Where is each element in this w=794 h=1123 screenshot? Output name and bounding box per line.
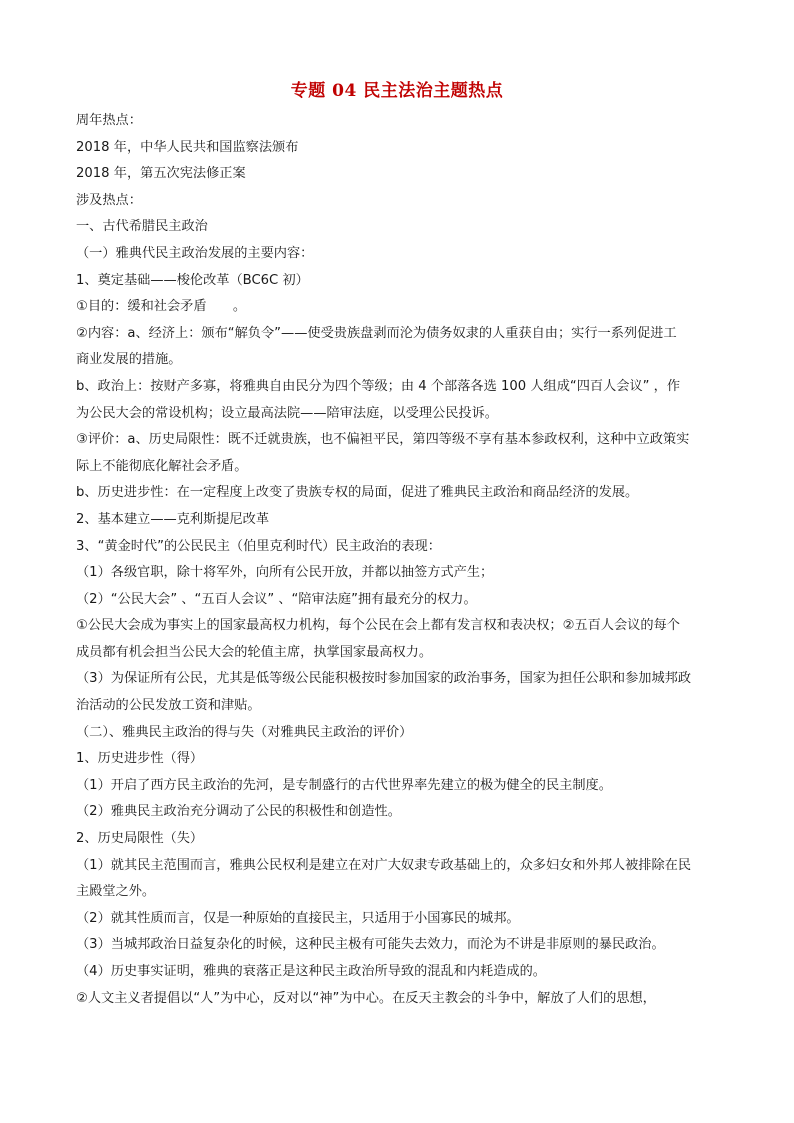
document-body [76,108,726,1012]
text-line: （3）当城邦政治日益复杂化的时候，这种民主极有可能失去效力，而沦为不讲是非原则的暴民政治。 [76,937,665,953]
text-line: ②人文主义者提倡以“人”为中心，反对以“神”为中心。在反天主教会的斗争中，解放了人们的思想， [76,990,656,1006]
text-line: 周年热点： [76,113,142,128]
text-line: 一、古代希腊民主政治 [76,219,208,235]
text-line: （2）“公民大会” 、“五百人会议” 、“陪审法庭”拥有最充分的权力。 [76,591,477,607]
text-line: 3、“黄金时代”的公民民主（伯里克利时代）民主政治的表现： [76,538,441,554]
text-line: 际上不能彻底化解社会矛盾。 [76,458,248,474]
text-line: （1）各级官职，除十将军外，向所有公民开放，并都以抽签方式产生； [76,565,494,581]
page-title: 专题 04 民主法治主题热点 [290,81,504,101]
text-line: （3）为保证所有公民，尤其是低等级公民能积极按时参加国家的政治事务，国家为担任公职和参加城邦政 [76,671,692,687]
text-line: b、政治上：按财产多寡，将雅典自由民分为四个等级；由 4 个部落各选 100 人组成“四百人会议” ，作 [76,378,681,394]
text-line: ①公民大会成为事实上的国家最高权力机构，每个公民在会上都有发言权和表决权；②五百人会议的每个 [76,618,680,634]
text-line: 治活动的公民发放工资和津贴。 [76,698,261,714]
text-line: 2、基本建立——克利斯提尼改革 [76,511,270,527]
text-line: 2018 年，中华人民共和国监察法颁布 [76,139,299,155]
text-line: b、历史进步性：在一定程度上改变了贵族专权的局面，促进了雅典民主政治和商品经济的发展。 [76,485,639,501]
text-line: （2）雅典民主政治充分调动了公民的积极性和创造性。 [76,804,401,820]
text-line: （一）雅典代民主政治发展的主要内容： [76,245,314,261]
text-line: 成员都有机会担当公民大会的轮值主席，执掌国家最高权力。 [76,644,433,660]
text-line: 1、奠定基础——梭伦改革（BC6C 初） [76,272,309,288]
text-line: 商业发展的措施。 [76,352,182,368]
text-line: （2）就其性质而言，仅是一种原始的直接民主，只适用于小国寡民的城邦。 [76,910,520,926]
text-line: 1、历史进步性（得） [76,751,204,767]
text-line: ③评价：a、历史局限性：既不迁就贵族，也不偏袒平民，第四等级不享有基本参政权利，这种中立政策实 [76,432,690,448]
text-line: 2018 年，第五次宪法修正案 [76,166,246,182]
text-line: ②内容：a、经济上：颁布“解负令”——使受贵族盘剥而沦为债务奴隶的人重获自由；实行一系列促进工 [76,325,677,341]
text-line: 2、历史局限性（失） [76,831,204,847]
text-line: （1）就其民主范围而言，雅典公民权利是建立在对广大奴隶专政基础上的，众多妇女和外邦人被排除在民 [76,857,692,873]
text-line: 涉及热点： [76,192,142,208]
text-line: 主殿堂之外。 [76,884,156,900]
text-line: ①目的：缓和社会矛盾 。 [76,299,247,315]
text-line: （1）开启了西方民主政治的先河，是专制盛行的古代世界率先建立的极为健全的民主制度。 [76,777,612,793]
text-line: （二）、雅典民主政治的得与失（对雅典民主政治的评价） [76,724,413,740]
text-line: （4）历史事实证明，雅典的衰落正是这种民主政治所导致的混乱和内耗造成的。 [76,964,546,979]
text-line: 为公民大会的常设机构；设立最高法院——陪审法庭，以受理公民投诉。 [76,405,498,421]
